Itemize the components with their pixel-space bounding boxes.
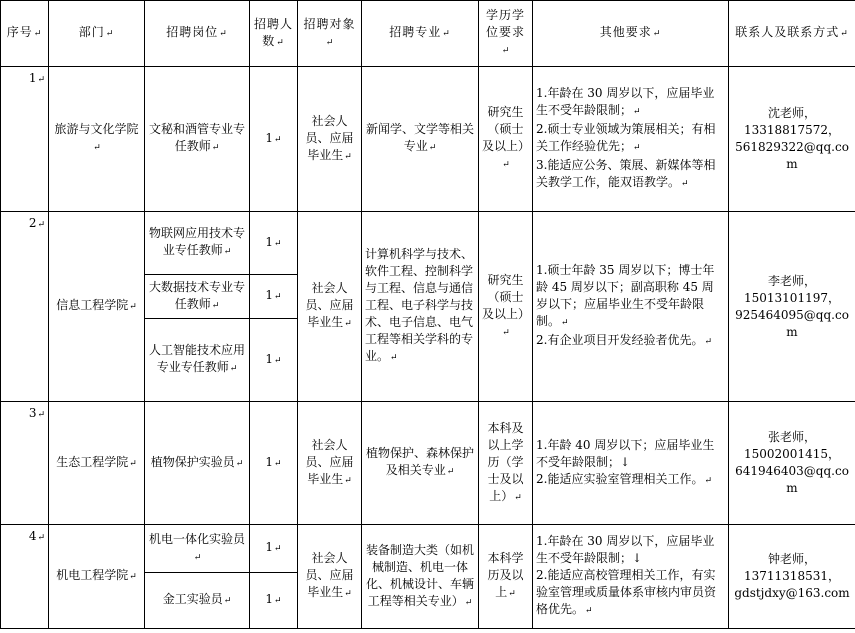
row-position-value: 物联网应用技术专业专任教师 ↵ <box>149 226 245 257</box>
header-dept <box>49 1 145 67</box>
row-count <box>250 573 298 629</box>
header-contact <box>729 1 855 67</box>
row-count <box>250 212 298 275</box>
contact-name: 沈老师， <box>767 106 816 120</box>
header-target <box>298 1 362 67</box>
header-major-label: 招聘专业 ↵ <box>389 25 451 39</box>
row-other-line: 2.能适应高校管理相关工作，有实验室管理或质量体系审核内审员资格优先。 ↵ <box>536 567 725 620</box>
contact-phone: 13318817572， <box>744 123 840 137</box>
header-row <box>1 1 855 67</box>
row-seq <box>1 67 49 212</box>
row-contact <box>729 212 855 402</box>
row-other <box>533 402 729 525</box>
row-contact <box>729 525 855 629</box>
row-education-value: 研究生（硕士及以上） ↵ <box>482 273 530 338</box>
row-position-value: 机电一体化实验员 ↵ <box>149 532 245 563</box>
row-other-line: 1.硕士年龄 35 周岁以下；博士年龄 45 周岁以下；副高职称 45 周岁以下；应届毕业生不受年龄限制。 ↵ <box>536 262 725 332</box>
row-other-line: 2.有企业项目开发经验者优先。 ↵ <box>536 332 725 351</box>
row-position <box>145 573 250 629</box>
row-count-value: 1 ↵ <box>265 288 281 302</box>
row-dept-value: 旅游与文化学院 ↵ <box>54 122 138 153</box>
row-other-line: 1.年龄在 30 周岁以下，应届毕业生不受年龄限制；↓ <box>536 534 715 565</box>
header-other-label: 其他要求 ↵ <box>600 25 662 39</box>
header-count-label: 招聘人数 ↵ <box>254 17 293 48</box>
header-other <box>533 1 729 67</box>
row-seq-value: 4 ↵ <box>29 529 45 543</box>
row-other-line: 1.年龄在 30 周岁以下，应届毕业生不受年龄限制； ↵ <box>536 85 725 121</box>
table-row <box>1 67 855 212</box>
row-major <box>362 525 479 629</box>
row-position-value: 大数据技术专业专任教师 ↵ <box>149 280 245 311</box>
contact-email: gdstjdxy@163.com <box>734 586 850 600</box>
row-major-value: 新闻学、文学等相关专业 ↵ <box>366 122 474 153</box>
row-seq <box>1 402 49 525</box>
row-major <box>362 212 479 402</box>
header-education <box>479 1 533 67</box>
header-dept-label: 部门 ↵ <box>79 25 115 39</box>
row-count <box>250 275 298 319</box>
row-count-value: 1 ↵ <box>265 235 281 249</box>
row-position <box>145 525 250 573</box>
row-target <box>298 402 362 525</box>
row-count-value: 1 ↵ <box>265 131 281 145</box>
row-seq <box>1 525 49 629</box>
row-position-value: 植物保护实验员 ↵ <box>151 455 244 469</box>
row-dept <box>49 402 145 525</box>
row-target <box>298 212 362 402</box>
header-position-label: 招聘岗位 ↵ <box>166 25 228 39</box>
row-major <box>362 402 479 525</box>
row-count-value: 1 ↵ <box>265 455 281 469</box>
header-contact-label: 联系人及联系方式 ↵ <box>735 25 849 39</box>
contact-phone: 13711318531， <box>744 569 840 583</box>
row-target-value: 社会人员、应届毕业生 ↵ <box>305 114 353 162</box>
row-other-line: 2.硕士专业领域为策展相关；有相关工作经验优先； ↵ <box>536 121 725 157</box>
row-major <box>362 67 479 212</box>
row-other <box>533 525 729 629</box>
row-other <box>533 67 729 212</box>
row-position <box>145 275 250 319</box>
row-seq-value: 2 ↵ <box>29 216 45 230</box>
row-position-value: 人工智能技术应用专业专任教师 ↵ <box>149 343 245 374</box>
contact-name: 钟老师， <box>767 552 816 566</box>
row-contact <box>729 67 855 212</box>
row-other <box>533 212 729 402</box>
header-count <box>250 1 298 67</box>
row-education <box>479 67 533 212</box>
row-count <box>250 525 298 573</box>
row-target <box>298 525 362 629</box>
row-count-value: 1 ↵ <box>265 540 281 554</box>
table-row <box>1 525 855 573</box>
row-dept <box>49 525 145 629</box>
row-count-value: 1 ↵ <box>265 592 281 606</box>
row-education <box>479 525 533 629</box>
row-education-value: 研究生（硕士及以上） ↵ <box>482 105 530 170</box>
header-position <box>145 1 250 67</box>
row-position <box>145 402 250 525</box>
row-contact <box>729 402 855 525</box>
row-position <box>145 319 250 402</box>
contact-name: 李老师， <box>767 273 816 288</box>
contact-email: 561829322@qq.com <box>735 140 849 171</box>
header-education-label: 学历学位要求 ↵ <box>486 8 525 56</box>
row-dept-value: 信息工程学院 ↵ <box>56 298 137 312</box>
table-row <box>1 212 855 275</box>
row-target <box>298 67 362 212</box>
row-count-value: 1 ↵ <box>265 352 281 366</box>
row-dept-value: 机电工程学院 ↵ <box>56 568 137 582</box>
row-major-value: 植物保护、森林保护及相关专业 ↵ <box>366 446 474 477</box>
contact-phone: 15013101197， <box>744 290 840 305</box>
row-position-value: 文秘和酒管专业专任教师 ↵ <box>149 122 245 153</box>
row-education-value: 本科及以上学历（学士及以上） ↵ <box>487 421 523 503</box>
contact-email: 641946403@qq.com <box>735 464 849 495</box>
row-target-value: 社会人员、应届毕业生 ↵ <box>305 551 353 599</box>
row-seq <box>1 212 49 402</box>
row-dept <box>49 67 145 212</box>
row-count <box>250 67 298 212</box>
row-count <box>250 402 298 525</box>
row-position-value: 金工实验员 ↵ <box>163 592 232 606</box>
row-position <box>145 212 250 275</box>
row-position <box>145 67 250 212</box>
row-dept <box>49 212 145 402</box>
row-target-value: 社会人员、应届毕业生 ↵ <box>305 281 353 329</box>
header-seq-label: 序号 ↵ <box>7 25 43 39</box>
row-seq-value: 1 ↵ <box>29 71 45 85</box>
contact-name: 张老师， <box>767 430 816 444</box>
row-major-value: 计算机科学与技术、软件工程、控制科学与工程、信息与通信工程、电子科学与技术、电子信息、电气工程等相关学科的专业。 ↵ <box>365 247 473 363</box>
row-target-value: 社会人员、应届毕业生 ↵ <box>305 438 353 486</box>
row-education <box>479 212 533 402</box>
row-major-value: 装备制造大类（如机械制造、机电一体化、机械设计、车辆工程等相关专业） ↵ <box>366 543 474 608</box>
row-dept-value: 生态工程学院 ↵ <box>56 455 137 469</box>
header-target-label: 招聘对象 ↵ <box>303 17 355 48</box>
row-other-line: 2.能适应实验室管理相关工作。 ↵ <box>536 471 725 490</box>
row-other-line: 3.能适应公务、策展、新媒体等相关教学工作，能双语教学。 ↵ <box>536 157 725 193</box>
header-major <box>362 1 479 67</box>
table-row <box>1 402 855 525</box>
contact-email: 925464095@qq.com <box>735 307 849 339</box>
row-other-line: 1.年龄 40 周岁以下；应届毕业生不受年龄限制；↓ <box>536 437 715 469</box>
contact-phone: 15002001415， <box>744 447 840 461</box>
row-education <box>479 402 533 525</box>
row-seq-value: 3 ↵ <box>29 406 45 420</box>
header-seq <box>1 1 49 67</box>
row-count <box>250 319 298 402</box>
row-education-value: 本科学历及以上 ↵ <box>487 551 523 599</box>
